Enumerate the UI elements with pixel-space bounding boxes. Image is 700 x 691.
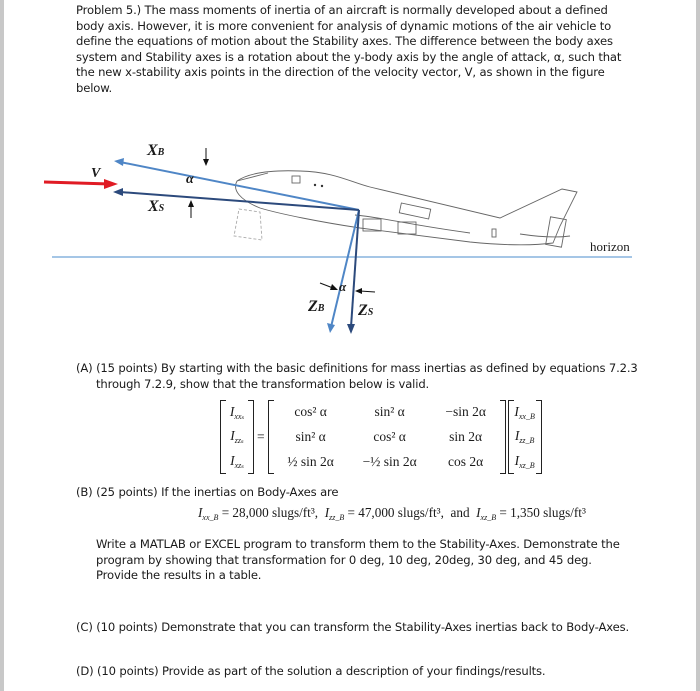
transformation-equation [220, 398, 542, 476]
aircraft-diagram [0, 130, 700, 340]
part-d-text: (D) (10 points) Provide as part of the solution a description of your findings/results. [76, 664, 546, 678]
alpha-top-label: α [186, 172, 194, 187]
x-body-label: XB [147, 142, 165, 159]
velocity-arrow [44, 182, 110, 184]
lhs-vector: $I_{xx_s}$ $I_{zz_s}$ $I_{xz_s}$ [220, 400, 254, 474]
problem-intro: Problem 5.) The mass moments of inertia of an aircraft is normally developed about a defined body axis. However, it is more convenient for analysis of dynamic motions of the air vehicle to define the equations of motion about the Stability axes. The difference between the body axes system and Stability axes is a rotation about the y-body axis by the angle of attack, α, such that the new x-stability axis points in the direction of the velocity vector, V, as shown in the figure below. [76, 3, 622, 95]
horizon-label: horizon [590, 239, 630, 254]
part-b-text: Write a MATLAB or EXCEL program to transform them to the Stability-Axes. Demonstrate the program by showing that transformation for 0 deg, 10 deg, 20deg, 30 deg, and 45 deg. Provide the results in a table. [96, 537, 620, 583]
z-stability-label: ZS [358, 302, 374, 319]
part-c-text: (C) (10 points) Demonstrate that you can transform the Stability-Axes inertias back to Body-Axes. [76, 620, 630, 634]
z-body-label: ZB [308, 298, 325, 315]
equals-sign: = [257, 429, 265, 444]
velocity-label: V [91, 166, 101, 181]
rhs-vector: $I_{xx\_B}$ $I_{zz\_B}$ $I_{xz\_B}$ [508, 400, 542, 474]
alpha-bottom-label: α [339, 279, 347, 294]
page-left-edge [0, 0, 4, 691]
aircraft-axes-figure [0, 130, 700, 340]
aircraft-outline-icon [234, 171, 577, 247]
part-a-text: (A) (15 points) By starting with the basic definitions for mass inertias as defined by equations 7.2.3 through 7.2.9, show that the transformation below is valid. [76, 361, 638, 391]
page-right-edge [696, 0, 700, 691]
part-b-intro: (B) (25 points) If the inertias on Body-Axes are [76, 485, 339, 499]
rotation-matrix: cos² α sin² α −sin 2α sin² α cos² α sin 2α ½ sin 2α −½ sin 2α cos 2α [268, 400, 506, 474]
body-inertia-values: $I_{xx\_B} = 28,000$ slugs/ft³, $I_{zz\_B} = 47,000$ slugs/ft³, and $I_{xz\_B} = 1,350$ slugs/ft³ [198, 505, 586, 522]
x-stability-label: XS [148, 198, 165, 215]
